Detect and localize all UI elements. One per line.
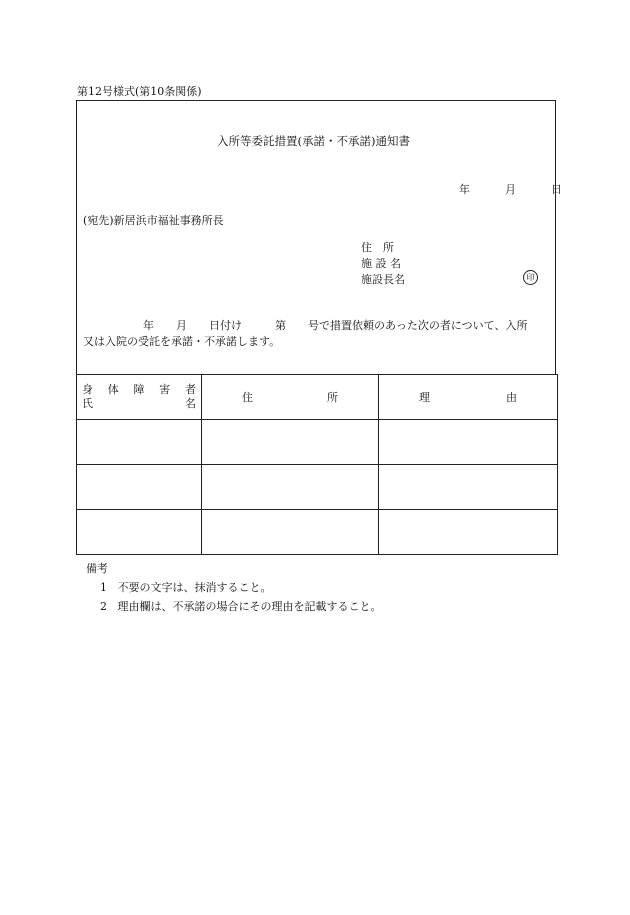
address-cell[interactable] <box>202 510 379 555</box>
notice-frame <box>76 100 562 374</box>
reason-cell[interactable] <box>379 510 558 555</box>
recipient-table <box>76 374 558 555</box>
sender-address-label: 住 所 <box>361 241 394 254</box>
address-cell[interactable] <box>202 465 379 510</box>
date-year: 年 <box>459 183 470 196</box>
address-cell[interactable] <box>202 420 379 465</box>
name-cell[interactable] <box>77 465 202 510</box>
table-header-row <box>77 375 558 420</box>
notice-body <box>83 318 527 350</box>
reason-cell[interactable] <box>379 465 558 510</box>
remarks <box>86 559 382 616</box>
reason-cell[interactable] <box>379 420 558 465</box>
header-name <box>77 375 202 420</box>
table-row <box>77 465 558 510</box>
name-cell[interactable] <box>77 510 202 555</box>
sender-block <box>361 240 405 288</box>
sender-director-label: 施設長名 <box>361 273 405 286</box>
remark-item <box>86 578 382 597</box>
notice-body-line1: 年 月 日付け 第 号で措置依頼のあった次の者について、入所 <box>143 319 528 332</box>
table-row <box>77 510 558 555</box>
table-row <box>77 420 558 465</box>
date-day: 日 <box>551 183 562 196</box>
header-address: 住 所 <box>202 375 379 420</box>
date-line <box>459 181 562 197</box>
document-title: 入所等委託措置(承諾・不承諾)通知書 <box>217 134 410 148</box>
form-number-label: 第12号様式(第10条関係) <box>77 85 202 98</box>
header-name-row2: 氏 名 <box>82 397 196 410</box>
remark-text: 不要の文字は、抹消すること。 <box>117 581 272 594</box>
seal-mark: 印 <box>523 270 538 285</box>
remark-text: 理由欄は、不承諾の場合にその理由を記載すること。 <box>117 600 382 613</box>
remarks-heading: 備考 <box>86 562 108 575</box>
header-reason: 理 由 <box>379 375 558 420</box>
header-name-row1: 身 体 障 害 者 <box>82 383 196 396</box>
remark-number: 2 <box>100 600 107 613</box>
notice-body-line2: 又は入院の受託を承諾・不承諾します。 <box>83 335 281 348</box>
name-cell[interactable] <box>77 420 202 465</box>
addressee: (宛先)新居浜市福祉事務所長 <box>83 214 224 227</box>
remark-item <box>86 597 382 616</box>
remark-number: 1 <box>100 581 107 594</box>
date-month: 月 <box>505 183 516 196</box>
sender-facility-label: 施 設 名 <box>361 257 401 270</box>
